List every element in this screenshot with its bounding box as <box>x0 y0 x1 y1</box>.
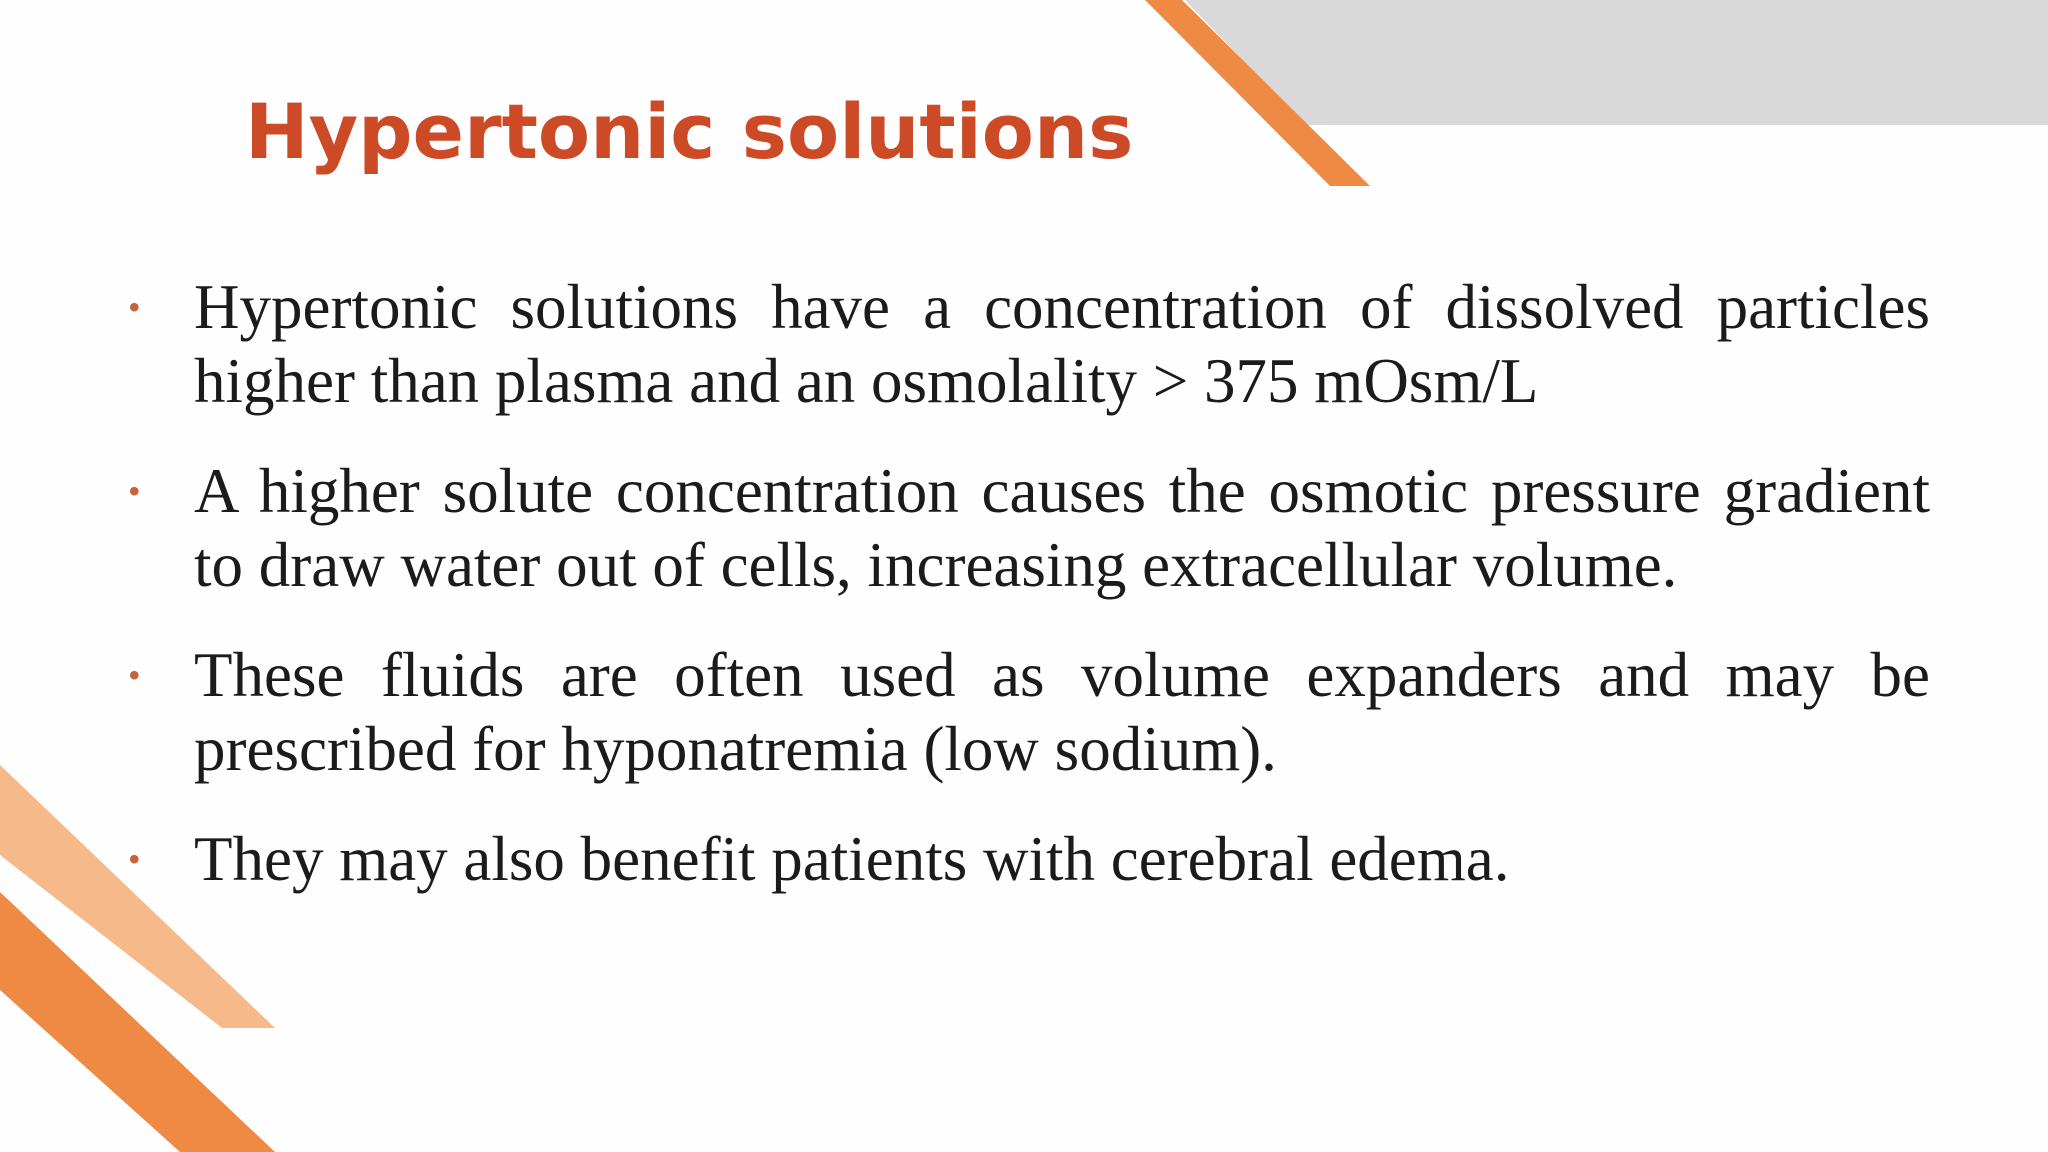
bullet-list <box>128 270 1930 896</box>
bullet-item <box>128 638 1930 786</box>
bullet-text: A higher solute concentration causes the osmotic pressure gradient to draw water out of cells, increasing extracellular volume. <box>194 456 1930 600</box>
bullet-item <box>128 270 1930 418</box>
bullet-item <box>128 454 1930 602</box>
bullet-text: Hypertonic solutions have a concentration of dissolved particles higher than plasma and an osmolality > 375 mOsm/L <box>194 272 1930 416</box>
bullet-dot-icon: • <box>128 287 141 327</box>
bullet-text: These fluids are often used as volume expanders and may be prescribed for hyponatremia (low sodium). <box>194 640 1930 784</box>
top-right-gray-band <box>1185 0 2048 125</box>
bullet-text: They may also benefit patients with cerebral edema. <box>194 824 1510 894</box>
bullet-dot-icon: • <box>128 655 141 695</box>
bullet-dot-icon: • <box>128 471 141 511</box>
slide-title: Hypertonic solutions <box>245 87 1134 176</box>
bullet-item <box>128 822 1930 896</box>
bullet-dot-icon: • <box>128 839 141 879</box>
